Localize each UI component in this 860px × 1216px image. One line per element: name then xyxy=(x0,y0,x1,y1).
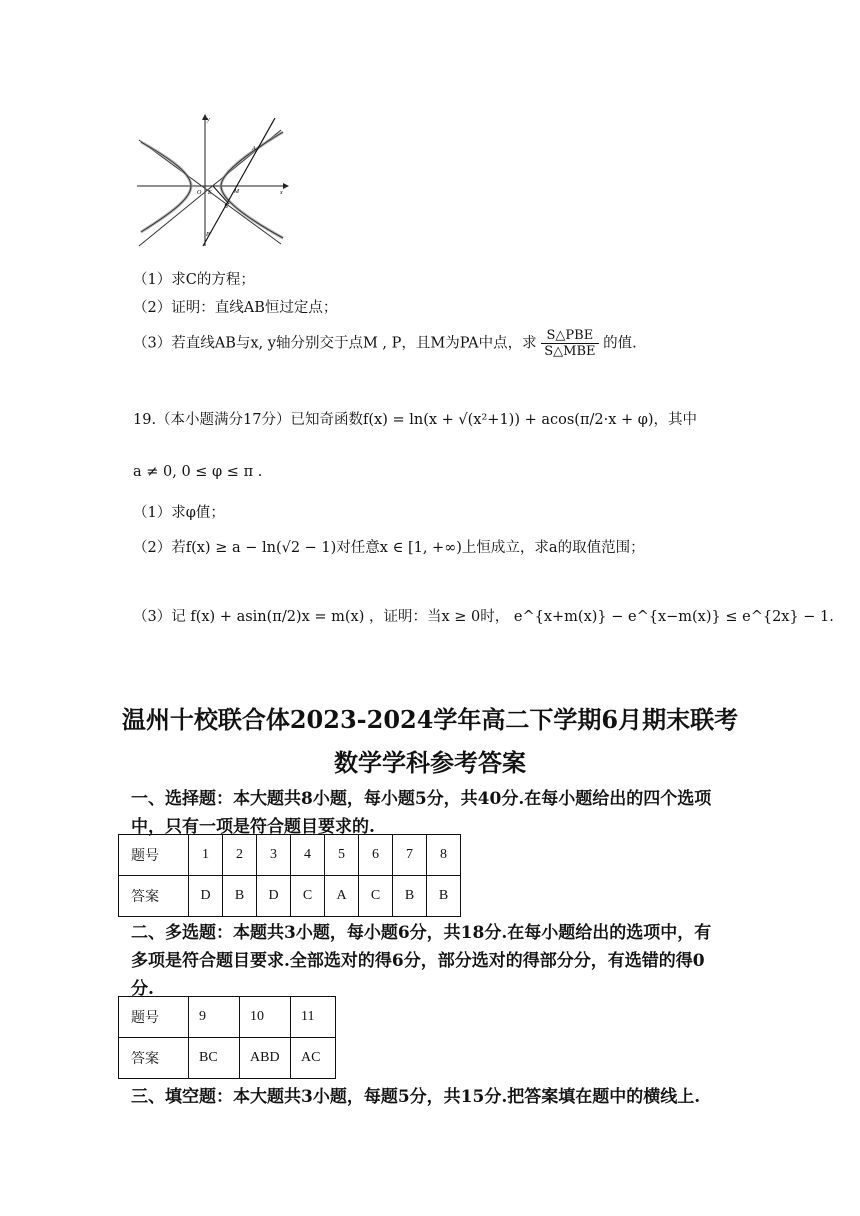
table-cell: 11 xyxy=(291,997,336,1038)
table-cell: 7 xyxy=(393,835,427,876)
section1-line1: 一、选择题：本大题共8小题，每小题5分，共40分.在每小题给出的四个选项 xyxy=(131,789,712,809)
table-cell: ABD xyxy=(240,1038,291,1079)
row-header: 答案 xyxy=(119,876,189,917)
table-cell: D xyxy=(257,876,291,917)
table-cell: BC xyxy=(189,1038,240,1079)
row-header: 题号 xyxy=(119,835,189,876)
table-cell: 4 xyxy=(291,835,325,876)
hyperbola-figure xyxy=(133,112,293,252)
table-cell: 10 xyxy=(240,997,291,1038)
q19-part3 xyxy=(133,605,834,626)
row-header: 答案 xyxy=(119,1038,189,1079)
q19-part3-mid: ，证明：当x ≥ 0时， xyxy=(368,609,510,625)
table-cell: 6 xyxy=(359,835,393,876)
label-y: y xyxy=(207,117,210,123)
table-cell: A xyxy=(325,876,359,917)
table-cell: 3 xyxy=(257,835,291,876)
table-cell: C xyxy=(359,876,393,917)
q18-part1: （1）求C的方程； xyxy=(133,272,255,288)
table-row xyxy=(119,835,461,876)
label-A: A xyxy=(252,146,256,152)
table-cell: C xyxy=(291,876,325,917)
fraction-denominator: S△MBE xyxy=(544,344,596,359)
table-cell: 1 xyxy=(189,835,223,876)
q19-part2: （2）若f(x) ≥ a − ln(√2 − 1)对任意x ∈ [1, +∞)上恒成立，求a的取值范围； xyxy=(133,540,645,556)
label-M: M xyxy=(234,189,239,195)
multi-answer-table xyxy=(118,996,336,1079)
section2-line3: 分. xyxy=(131,979,154,999)
fraction-numerator: S△PBE xyxy=(541,328,598,344)
label-E: E xyxy=(208,190,212,196)
q19-part3-inequality: e^{x+m(x)} − e^{x−m(x)} ≤ e^{2x} − 1. xyxy=(513,609,834,625)
section3-line1: 三、填空题：本大题共3小题，每题5分，共15分.把答案填在题中的横线上. xyxy=(131,1087,701,1107)
q19-condition: a ≠ 0, 0 ≤ φ ≤ π . xyxy=(133,464,263,480)
table-row xyxy=(119,876,461,917)
label-x: x xyxy=(280,190,283,196)
table-cell: 2 xyxy=(223,835,257,876)
q18-part3 xyxy=(133,328,637,359)
answer-key-title: 温州十校联合体2023-2024学年高二下学期6月期末联考 xyxy=(121,705,739,734)
choice-answer-table xyxy=(118,834,461,917)
q19-part3-prefix: （3）记 xyxy=(133,609,186,625)
table-cell: B xyxy=(427,876,461,917)
section1-line2: 中，只有一项是符合题目要求的. xyxy=(131,817,375,837)
q19-intro: 19.（本小题满分17分）已知奇函数f(x) = ln(x + √(x²+1)) + acos(π/2·x + φ)，其中 xyxy=(133,412,698,428)
answer-key-subtitle: 数学学科参考答案 xyxy=(334,748,526,777)
label-B: B xyxy=(224,204,228,210)
table-cell: B xyxy=(223,876,257,917)
q19-part1: （1）求φ值； xyxy=(133,505,225,521)
table-cell: 5 xyxy=(325,835,359,876)
q18-part3-tail: 的值. xyxy=(603,335,637,352)
table-cell: 9 xyxy=(189,997,240,1038)
table-row xyxy=(119,1038,336,1079)
section2-line1: 二、多选题：本题共3小题，每小题6分，共18分.在每小题给出的选项中，有 xyxy=(131,923,712,943)
q18-part2: （2）证明：直线AB恒过定点； xyxy=(133,300,338,316)
table-row xyxy=(119,997,336,1038)
table-cell: D xyxy=(189,876,223,917)
table-cell: B xyxy=(393,876,427,917)
table-cell: 8 xyxy=(427,835,461,876)
table-cell: AC xyxy=(291,1038,336,1079)
section2-line2: 多项是符合题目要求.全部选对的得6分，部分选对的得部分分，有选错的得0 xyxy=(131,951,705,971)
label-O: O xyxy=(197,190,202,196)
q19-part3-formula: f(x) + asin(π/2)x = m(x) xyxy=(190,609,365,625)
q18-part3-text: （3）若直线AB与x, y轴分别交于点M , P，且M为PA中点，求 xyxy=(133,335,537,352)
label-P: P xyxy=(206,232,210,238)
row-header: 题号 xyxy=(119,997,189,1038)
area-ratio-fraction xyxy=(541,328,598,359)
